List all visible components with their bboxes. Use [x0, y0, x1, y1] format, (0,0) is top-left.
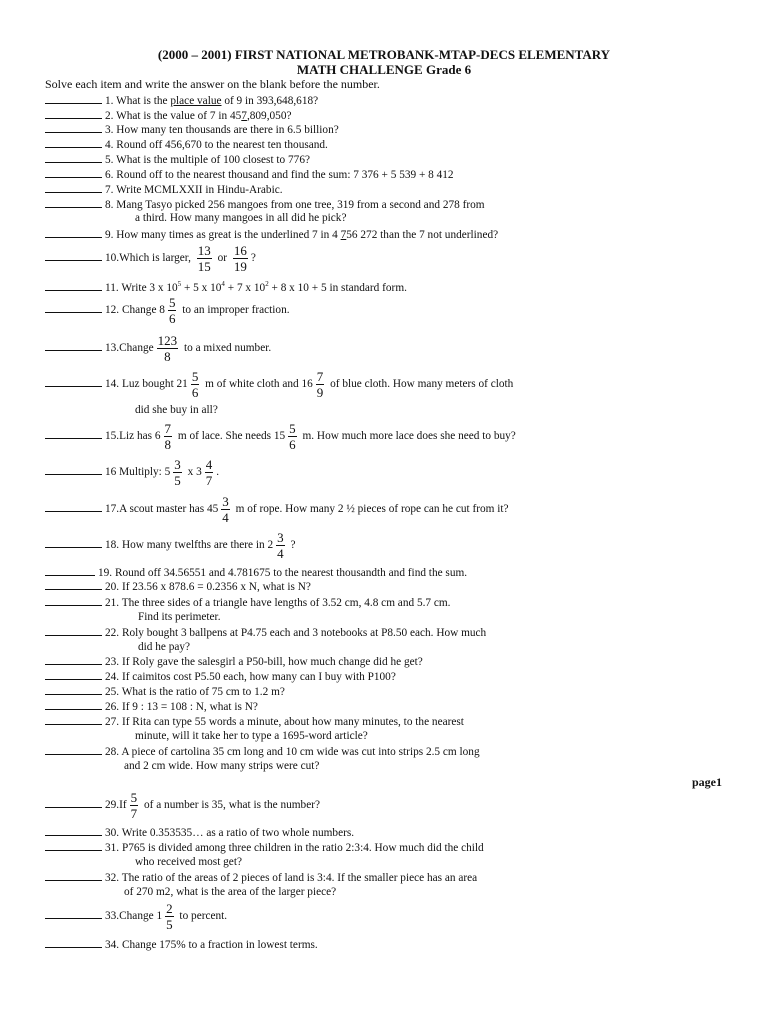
fraction: $\frac{5}{6}$: [191, 368, 199, 400]
question-8: 8. Mang Tasyo picked 256 mangoes from one tree, 319 from a second and 278 from: [45, 197, 485, 212]
fraction: $\frac{5}{6}$: [289, 420, 296, 452]
page-number: page1: [692, 775, 722, 789]
question-7: 7. Write MCMLXXII in Hindu-Arabic.: [45, 182, 283, 197]
question-15: 15.Liz has 6 $\frac{7}{8}$ m of lace. She needs 15 $\frac{5}{6}$ m. How much more lace does she need to buy?: [45, 419, 516, 453]
answer-blank[interactable]: [45, 182, 102, 193]
question-33: 33.Change 1 $\frac{2}{5}$ to percent.: [45, 899, 227, 933]
fraction: $\frac{16}{19}$: [233, 242, 247, 274]
answer-blank[interactable]: [45, 137, 102, 148]
question-17: 17.A scout master has 45 $\frac{3}{4}$ m of rope. How many 2 ½ pieces of rope can he cut from it?: [45, 492, 509, 526]
question-8-continued: a third. How many mangoes in all did he pick?: [135, 212, 347, 224]
question-34: 34. Change 175% to a fraction in lowest terms.: [45, 937, 318, 952]
question-14-continued: did she buy in all?: [135, 404, 218, 416]
question-25: 25. What is the ratio of 75 cm to 1.2 m?: [45, 684, 285, 699]
fraction: $\frac{3}{5}$: [174, 456, 181, 488]
fraction: $\frac{3}{4}$: [222, 493, 229, 525]
answer-blank[interactable]: [45, 625, 102, 636]
answer-blank[interactable]: [45, 501, 102, 512]
answer-blank[interactable]: [45, 797, 102, 808]
question-23: 23. If Roly gave the salesgirl a P50-bill, how much change did he get?: [45, 654, 423, 669]
answer-blank[interactable]: [45, 227, 102, 238]
question-26: 26. If 9 : 13 = 108 : N, what is N?: [45, 699, 258, 714]
answer-blank[interactable]: [45, 825, 102, 836]
question-1: 1. What is the place value of 9 in 393,648,618?: [45, 93, 318, 108]
answer-blank[interactable]: [45, 167, 102, 178]
question-21-continued: Find its perimeter.: [138, 611, 221, 623]
fraction: $\frac{5}{7}$: [130, 789, 138, 821]
question-12: 12. Change 8 $\frac{5}{6}$ to an improper fraction.: [45, 293, 290, 327]
answer-blank[interactable]: [45, 122, 102, 133]
question-32-continued: of 270 m2, what is the area of the larger piece?: [124, 886, 337, 898]
answer-blank[interactable]: [45, 669, 102, 680]
fraction: $\frac{3}{4}$: [277, 529, 284, 561]
answer-blank[interactable]: [45, 595, 102, 606]
answer-blank[interactable]: [45, 340, 102, 351]
question-30: 30. Write 0.353535… as a ratio of two whole numbers.: [45, 825, 354, 840]
question-31: 31. P765 is divided among three children in the ratio 2:3:4. How much did the child: [45, 840, 484, 855]
answer-blank[interactable]: [45, 108, 102, 119]
question-32: 32. The ratio of the areas of 2 pieces of land is 3:4. If the smaller piece has an area: [45, 870, 477, 885]
question-3: 3. How many ten thousands are there in 6.5 billion?: [45, 122, 339, 137]
fraction: $\frac{2}{5}$: [166, 900, 173, 932]
fraction: $\frac{4}{7}$: [205, 456, 213, 488]
answer-blank[interactable]: [45, 537, 102, 548]
question-22: 22. Roly bought 3 ballpens at P4.75 each and 3 notebooks at P8.50 each. How much: [45, 625, 486, 640]
question-19: 19. Round off 34.56551 and 4.781675 to the nearest thousandth and find the sum.: [45, 565, 467, 580]
answer-blank[interactable]: [45, 565, 95, 576]
question-4: 4. Round off 456,670 to the nearest ten thousand.: [45, 137, 328, 152]
question-21: 21. The three sides of a triangle have lengths of 3.52 cm, 4.8 cm and 5.7 cm.: [45, 595, 451, 610]
answer-blank[interactable]: [45, 152, 102, 163]
question-10: 10.Which is larger, $\frac{13}{15}$ or $\frac{16}{19}$ ?: [45, 241, 256, 275]
answer-blank[interactable]: [45, 870, 102, 881]
question-28: 28. A piece of cartolina 35 cm long and 10 cm wide was cut into strips 2.5 cm long: [45, 744, 480, 759]
question-28-continued: and 2 cm wide. How many strips were cut?: [124, 760, 320, 772]
answer-blank[interactable]: [45, 937, 102, 948]
answer-blank[interactable]: [45, 197, 102, 208]
fraction: $\frac{123}{8}$: [157, 332, 178, 364]
fraction: $\frac{5}{6}$: [168, 294, 176, 326]
fraction: $\frac{7}{9}$: [316, 368, 324, 400]
answer-blank[interactable]: [45, 684, 102, 695]
title-line-1: (2000 – 2001) FIRST NATIONAL METROBANK-MTAP-DECS ELEMENTARY: [157, 47, 611, 62]
question-27-continued: minute, will it take her to type a 1695-word article?: [135, 730, 368, 742]
question-9: 9. How many times as great is the underlined 7 in 4 756 272 than the 7 not underlined?: [45, 227, 498, 242]
title-line-2: MATH CHALLENGE Grade 6: [296, 62, 472, 77]
question-11: 11. Write 3 x $10^5 + 5$ x $10^4 + 7$ x $10^2 + 8$ x 10 + 5 in standard form.: [45, 277, 407, 295]
answer-blank[interactable]: [45, 840, 102, 851]
question-2: 2. What is the value of 7 in 457,809,050?: [45, 108, 292, 123]
question-27: 27. If Rita can type 55 words a minute, about how many minutes, to the nearest: [45, 714, 464, 729]
question-5: 5. What is the multiple of 100 closest to 776?: [45, 152, 310, 167]
question-31-continued: who received most get?: [135, 856, 242, 868]
question-6: 6. Round off to the nearest thousand and find the sum: 7 376 + 5 539 + 8 412: [45, 167, 454, 182]
question-13: 13.Change $\frac{123}{8}$ to a mixed number.: [45, 331, 271, 365]
answer-blank[interactable]: [45, 464, 102, 475]
question-16: 16 Multiply: 5 $\frac{3}{5}$ x 3 $\frac{4}{7}$ .: [45, 455, 219, 489]
answer-blank[interactable]: [45, 280, 102, 291]
question-29: 29.If $\frac{5}{7}$ of a number is 35, what is the number?: [45, 788, 320, 822]
question-24: 24. If caimitos cost P5.50 each, how many can I buy with P100?: [45, 669, 396, 684]
answer-blank[interactable]: [45, 744, 102, 755]
question-14: 14. Luz bought 21 $\frac{5}{6}$ m of white cloth and 16 $\frac{7}{9}$ of blue cloth. How many meters of cloth: [45, 367, 513, 401]
fraction: $\frac{13}{15}$: [197, 242, 211, 274]
question-18: 18. How many twelfths are there in 2 $\frac{3}{4}$ ?: [45, 528, 296, 562]
question-20: 20. If 23.56 x 878.6 = 0.2356 x N, what is N?: [45, 579, 311, 594]
answer-blank[interactable]: [45, 579, 102, 590]
answer-blank[interactable]: [45, 654, 102, 665]
answer-blank[interactable]: [45, 428, 102, 439]
answer-blank[interactable]: [45, 250, 102, 261]
answer-blank[interactable]: [45, 376, 102, 387]
answer-blank[interactable]: [45, 302, 102, 313]
answer-blank[interactable]: [45, 714, 102, 725]
answer-blank[interactable]: [45, 93, 102, 104]
question-22-continued: did he pay?: [138, 641, 191, 653]
answer-blank[interactable]: [45, 699, 102, 710]
instructions: Solve each item and write the answer on the blank before the number.: [45, 77, 380, 91]
fraction: $\frac{7}{8}$: [164, 420, 172, 452]
answer-blank[interactable]: [45, 908, 102, 919]
